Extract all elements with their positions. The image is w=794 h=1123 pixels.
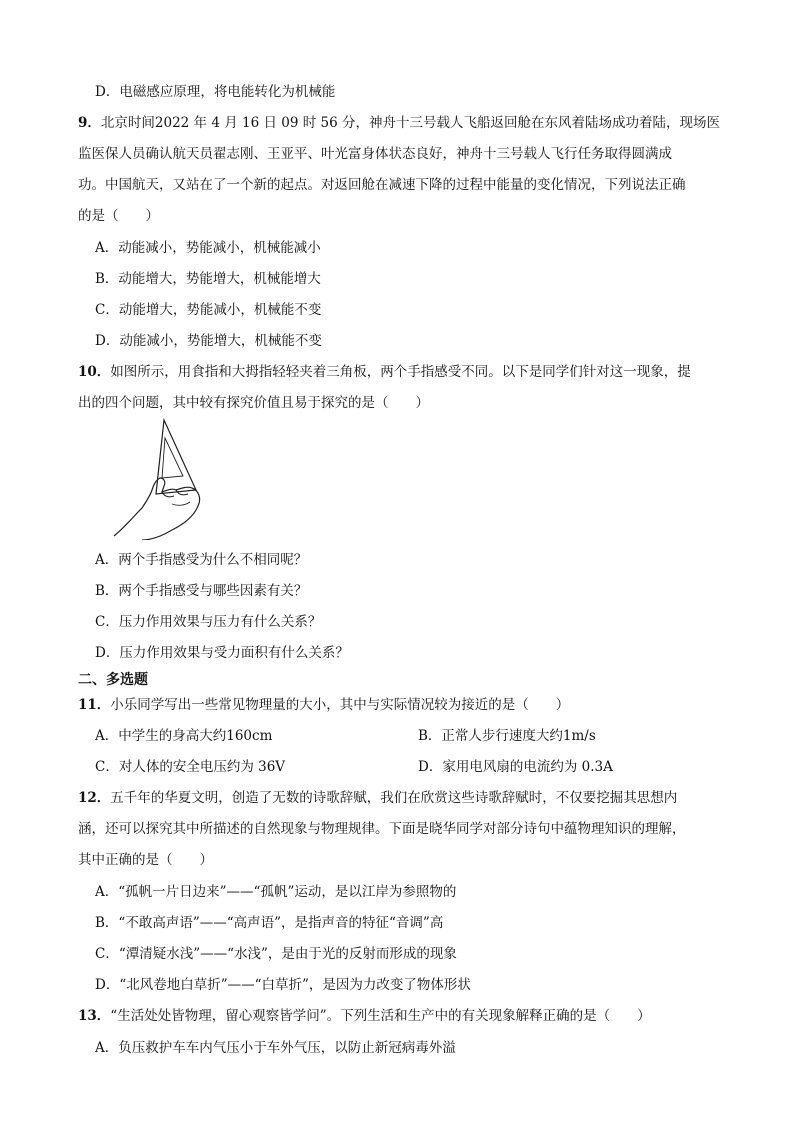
q9-number: 9．	[78, 115, 101, 131]
q12-number: 12．	[78, 790, 111, 806]
q11-option-d: D．家用电风扇的电流约为 0.3A	[418, 759, 613, 775]
q9-stem-line4: 的是（ ）	[78, 208, 159, 224]
triangle-ruler-outer	[156, 420, 196, 494]
q10-stem-line1	[78, 363, 691, 381]
q9-stem-line3: 功。中国航天，又站在了一个新的起点。对返回舱在减速下降的过程中能量的变化情况，下列说法正确	[78, 177, 686, 193]
hand-triangle-figure	[112, 416, 212, 540]
q11-option-b: B．正常人步行速度大约1m/s	[418, 728, 596, 744]
q9-stem-line2: 监医保人员确认航天员翟志刚、王亚平、叶光富身体状态良好，神舟十三号载人飞行任务取得圆满成	[78, 146, 672, 162]
q10-option-b: B．两个手指感受与哪些因素有关？	[95, 583, 308, 599]
q11-number: 11．	[78, 697, 111, 713]
q10-option-c: C．压力作用效果与压力有什么关系？	[95, 614, 322, 630]
q10-text-line1: 如图所示，用食指和大拇指轻轻夹着三角板，两个手指感受不同。以下是同学们针对这一现象，提	[110, 364, 691, 380]
q12-stem-line3: 其中正确的是（ ）	[78, 852, 213, 868]
q11-stem-line1	[78, 696, 569, 714]
q11-option-c: C．对人体的安全电压约为 36V	[95, 759, 286, 775]
palm-line	[172, 502, 190, 505]
q13-text-line1: “生活处处皆物理，留心观察皆学问”。下列生活和生产中的有关现象解释正确的是（ ）	[110, 1008, 651, 1024]
q9-option-a: A．动能减小，势能减小，机械能减小	[95, 240, 321, 256]
q12-option-b: B．“不敢高声语”——“高声语”，是指声音的特征“音调”高	[95, 915, 444, 931]
q9-option-c: C．动能增大，势能减小，机械能不变	[95, 302, 322, 318]
q10-option-d: D．压力作用效果与受力面积有什么关系？	[95, 645, 349, 661]
q9-option-b: B．动能增大，势能增大，机械能增大	[95, 271, 321, 287]
q10-option-a: A．两个手指感受为什么不相同呢？	[95, 552, 308, 568]
q11-text-line1: 小乐同学写出一些常见物理量的大小，其中与实际情况较为接近的是（ ）	[110, 697, 570, 713]
q13-stem-line1	[78, 1007, 651, 1025]
q11-option-a: A．中学生的身高大约160cm	[95, 728, 273, 744]
q9-text-line1: 北京时间2022 年 4 月 16 日 09 时 56 分，神舟十三号载人飞船返回舱在东风着陆场成功着陆，现场医	[100, 115, 721, 131]
triangle-ruler-inner	[162, 438, 183, 478]
q9-option-d: D．动能减小，势能增大，机械能不变	[95, 333, 322, 349]
section-title-multiple-choice: 二、多选题	[78, 672, 148, 688]
q8-option-d: D．电磁感应原理，将电能转化为机械能	[95, 84, 336, 100]
q12-option-d: D．“北风卷地白草折”——“白草折”，是因为力改变了物体形状	[95, 977, 471, 993]
q10-stem-line2: 出的四个问题，其中较有探究价值且易于探究的是（ ）	[78, 395, 429, 411]
q12-text-line1: 五千年的华夏文明，创造了无数的诗歌辞赋，我们在欣赏这些诗歌辞赋时，不仅要挖掘其思想内	[110, 790, 678, 806]
q12-stem-line1	[78, 789, 677, 807]
q12-stem-line2: 涵，还可以探究其中所描述的自然现象与物理规律。下面是晓华同学对部分诗句中蕴物理知识的理解，	[78, 821, 686, 837]
q12-option-a: A．“孤帆一片日边来”——“孤帆”运动，是以江岸为参照物的	[95, 884, 457, 900]
q9-stem-line1	[78, 114, 720, 132]
q10-number: 10．	[78, 364, 111, 380]
q13-option-a: A．负压救护车车内气压小于车外气压，以防止新冠病毒外溢	[95, 1040, 456, 1056]
q12-option-c: C．“潭清疑水浅”——“水浅”，是由于光的反射而形成的现象	[95, 946, 457, 962]
q13-number: 13．	[78, 1008, 111, 1024]
